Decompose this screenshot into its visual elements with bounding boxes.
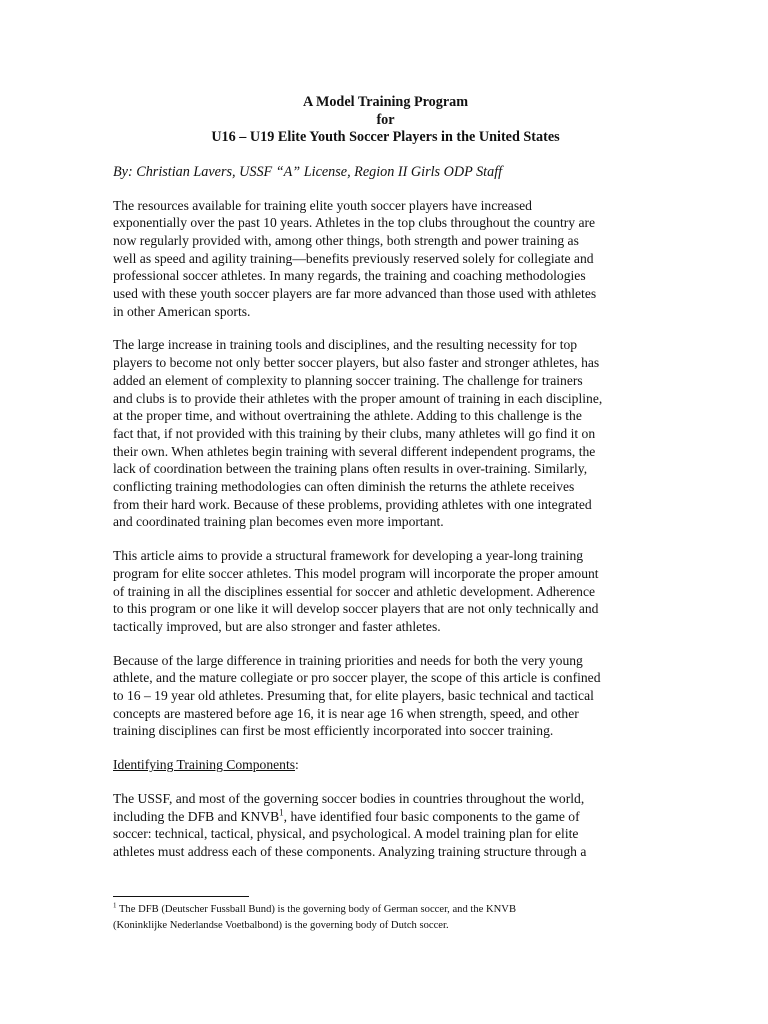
paragraph-line: and clubs is to provide their athletes with the proper amount of training in each discipline, (113, 390, 603, 406)
footnote-reference[interactable]: 1 (279, 807, 284, 818)
title-line-1: A Model Training Program (302, 94, 469, 110)
paragraph-line: to this program or one like it will develop soccer players that are not only technically and (113, 601, 599, 617)
paragraph-line: to 16 – 19 year old athletes. Presuming that, for elite players, basic technical and tactical (113, 688, 594, 704)
paragraph-line: athletes must address each of these components. Analyzing training structure through a (113, 844, 587, 859)
paragraph-line: training disciplines can first be most efficiently incorporated into soccer training. (113, 723, 554, 739)
title-line-2: for (376, 111, 395, 128)
paragraph-line (113, 808, 658, 826)
paragraph-line: well as speed and agility training—benefits previously reserved solely for collegiate and (113, 250, 594, 266)
line-text: including the DFB and KNVB (113, 808, 280, 824)
paragraph-line: soccer: technical, tactical, physical, and psychological. A model training plan for elite (113, 826, 579, 842)
title-line-3: U16 – U19 Elite Youth Soccer Players in the United States (211, 129, 560, 145)
article-body (113, 94, 658, 861)
line-text: , have identified four basic components to the game of (283, 808, 580, 824)
paragraph-line: at the proper time, and without overtraining the athlete. Adding to this challenge is the (113, 408, 582, 424)
footnote-line: (Koninklijke Nederlandse Voetbalbond) is the governing body of Dutch soccer. (113, 919, 449, 931)
section-heading-text: Identifying Training Components (113, 757, 296, 773)
paragraph-line: and coordinated training plan becomes even more important. (113, 514, 444, 530)
paragraph-line: their own. When athletes begin training with several different independent programs, the (113, 443, 596, 459)
paragraph-line: The large increase in training tools and disciplines, and the resulting necessity for top (113, 337, 578, 353)
paragraph-line: athlete, and the mature collegiate or pro soccer player, the scope of this article is confined (113, 670, 601, 686)
paragraph-line: program for elite soccer athletes. This model program will incorporate the proper amount (113, 565, 599, 581)
author-byline: By: Christian Lavers, USSF “A” License, Region II Girls ODP Staff (113, 163, 503, 180)
paragraph-line: The USSF, and most of the governing soccer bodies in countries throughout the world, (113, 790, 585, 806)
paragraph-line: tactically improved, but are also stronger and faster athletes. (113, 618, 441, 634)
paragraph-line: in other American sports. (113, 303, 251, 319)
section-heading (113, 756, 658, 774)
paragraph-line: concepts are mastered before age 16, it is near age 16 when strength, speed, and other (113, 705, 579, 721)
footnote (113, 902, 658, 933)
paragraph-line: professional soccer athletes. In many regards, the training and coaching methodologies (113, 268, 586, 284)
footnote-line (113, 902, 658, 918)
paragraph-line: of training in all the disciplines essential for soccer and athletic development. Adherence (113, 583, 596, 599)
paragraph-3 (113, 547, 658, 636)
paragraph-line: fact that, if not provided with this training by their clubs, many athletes will go find it on (113, 425, 596, 441)
paragraph-line: conflicting training methodologies can often diminish the returns the athlete receives (113, 479, 575, 495)
footnote-separator (113, 896, 249, 897)
paragraph-line: Because of the large difference in training priorities and needs for both the very young (113, 652, 583, 668)
paragraph-line: from their hard work. Because of these problems, providing athletes with one integrated (113, 496, 592, 512)
paragraph-line: This article aims to provide a structural framework for developing a year-long training (113, 548, 584, 564)
paragraph-4 (113, 652, 658, 741)
paragraph-line: lack of coordination between the training plans often results in over-training. Similarly, (113, 461, 588, 477)
paragraph-2 (113, 336, 658, 531)
paragraph-line: added an element of complexity to planning soccer training. The challenge for trainers (113, 372, 583, 388)
footnote-text: The DFB (Deutscher Fussball Bund) is the governing body of German soccer, and the KNVB (116, 904, 517, 915)
paragraph-line: The resources available for training elite youth soccer players have increased (113, 197, 532, 213)
paragraph-1 (113, 197, 658, 321)
paragraph-line: exponentially over the past 10 years. Athletes in the top clubs throughout the country are (113, 215, 596, 231)
paragraph-line: now regularly provided with, among other things, both strength and power training as (113, 232, 579, 248)
section-heading-colon: : (295, 757, 299, 773)
footnote-marker: 1 (113, 901, 117, 910)
paragraph-5 (113, 790, 658, 861)
paragraph-line: used with these youth soccer players are far more advanced than those used with athletes (113, 286, 597, 302)
paragraph-line: players to become not only better soccer players, but also faster and stronger athletes, has (113, 355, 600, 371)
